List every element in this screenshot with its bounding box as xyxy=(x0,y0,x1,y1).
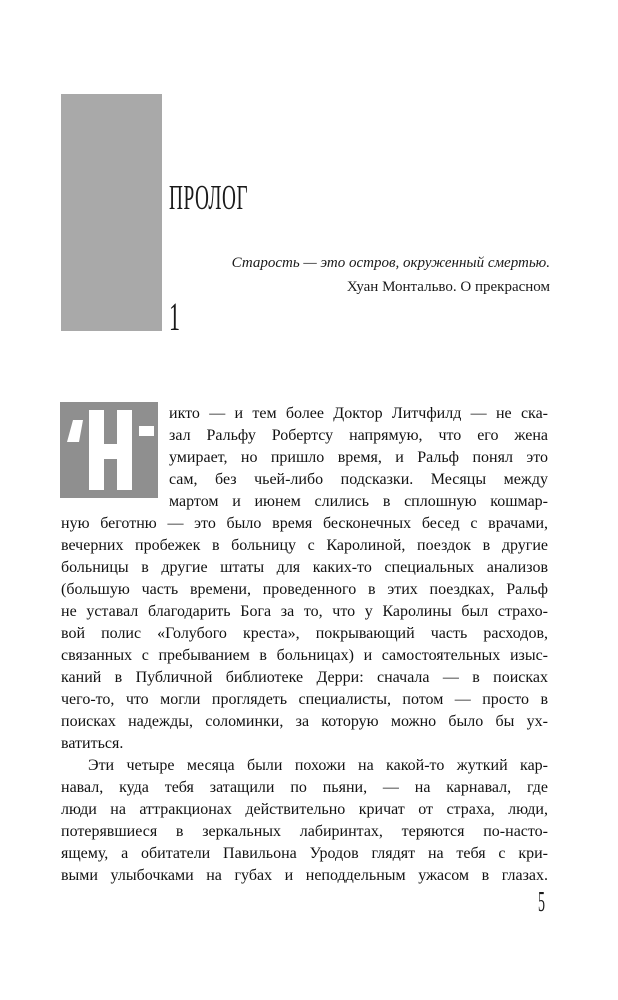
body-text-line: поисках надежды, соломинки, за которую можно было бы ух- xyxy=(61,713,548,730)
epigraph-attribution: Хуан Монтальво. О прекрасном xyxy=(346,279,550,295)
body-text-line: (большую часть времени, проведенного в этих поездках, Ральф xyxy=(61,581,548,598)
body-text-line: умирает, но пришло время, и Ральф понял это xyxy=(169,449,548,466)
body-text-line: навал, куда тебя затащили по пьяни, — на карнавал, где xyxy=(61,779,548,796)
body-text-line: выми улыбочками на губах и неподдельным ужасом в глазах. xyxy=(61,867,548,884)
chapter-decoration-block xyxy=(61,94,162,331)
body-text-line: мартом и июнем слились в сплошную кошмар- xyxy=(169,493,548,510)
dropcap-glyph xyxy=(60,402,158,498)
body-text-line: зал Ральфу Робертсу напрямую, что его жена xyxy=(169,427,548,444)
body-text-line: сам, без чьей-либо подсказки. Месяцы между xyxy=(169,471,548,488)
body-text-line: не уставал благодарить Бога за то, что у Каролины был страхо- xyxy=(61,603,548,620)
page-number: 5 xyxy=(538,887,545,918)
body-text-line: чего-то, что могли проглядеть специалисты, потом — просто в xyxy=(61,691,548,708)
chapter-title: ПРОЛОГ xyxy=(169,178,249,217)
body-text-line: потерявшиеся в зеркальных лабиринтах, теряются по-насто- xyxy=(61,823,548,840)
body-text-line: ную беготню — это было время бесконечных бесед с врачами, xyxy=(61,515,548,532)
body-text-line: ящему, а обитатели Павильона Уродов глядят на тебя с кри- xyxy=(61,845,548,862)
chapter-number: 1 xyxy=(169,294,180,339)
body-text-line: больницы в другие штаты для каких-то специальных анализов xyxy=(61,559,548,576)
body-text-line: икто — и тем более Доктор Литчфилд — не ска- xyxy=(169,405,548,422)
body-text-line: каний в Публичной библиотеке Дерри: сначала — в поисках xyxy=(61,669,548,686)
body-text-line: люди на аттракционах действительно кричат от страха, люди, xyxy=(61,801,548,818)
body-text-line: вечерних пробежек в больницу с Каролиной, поездок в другие xyxy=(61,537,548,554)
body-text-line: Эти четыре месяца были похожи на какой-то жуткий кар- xyxy=(88,757,548,774)
dropcap-letter-n xyxy=(60,402,158,498)
body-text-line: ватиться. xyxy=(61,735,124,752)
body-text-line: вой полис «Голубого креста», покрывающий часть расходов, xyxy=(61,625,548,642)
body-text-line: связанных с пребыванием в больницах) и самостоятельных изыс- xyxy=(61,647,548,664)
epigraph-quote: Старость — это остров, окруженный смертью. xyxy=(231,255,550,271)
